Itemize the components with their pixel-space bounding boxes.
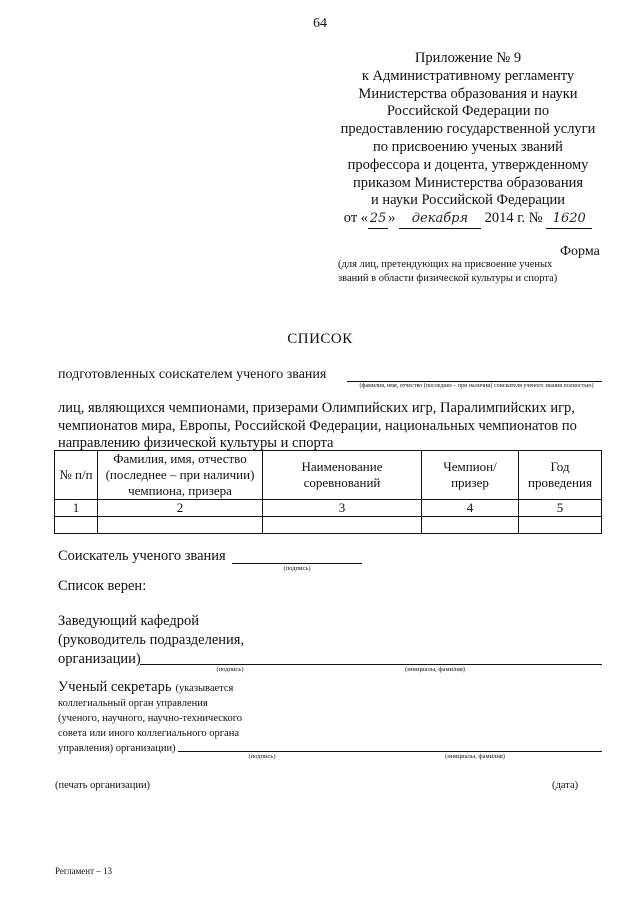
- description-line: лиц, являющихся чемпионами, призерами Олимпийских игр, Паралимпийских игр,: [58, 400, 575, 416]
- appendix-line: и науки Российской Федерации: [370, 192, 566, 209]
- appendix-line: Приложение № 9: [414, 50, 522, 66]
- date-prefix: от «: [343, 210, 369, 227]
- order-date-line: [318, 210, 618, 229]
- secretary-note: (ученого, научного, научно-технического: [58, 713, 243, 724]
- appendix-line: Российской Федерации по: [386, 103, 550, 120]
- column-number: 3: [263, 500, 422, 517]
- table-cell[interactable]: [55, 517, 98, 534]
- header-year: Год проведения: [519, 451, 602, 500]
- table-row: [55, 500, 602, 517]
- date-caption: (дата): [552, 780, 579, 791]
- secretary-note: управления) организации): [58, 743, 176, 754]
- header-champion-prize: Чемпион/ призер: [422, 451, 519, 500]
- appendix-line: предоставлению государственной услуги: [340, 121, 596, 138]
- head-line: организации): [58, 651, 141, 667]
- secretary-signature-caption: (подпись): [248, 753, 276, 760]
- description: [58, 400, 608, 453]
- applicant-label: Соискатель ученого звания: [58, 548, 226, 564]
- secretary-note: коллегиальный орган управления: [58, 698, 208, 709]
- head-initials-caption: (инициалы, фамилия): [405, 666, 465, 673]
- head-line: Заведующий кафедрой: [58, 613, 200, 629]
- table-cell[interactable]: [98, 517, 263, 534]
- order-day: 25: [368, 210, 388, 229]
- appendix-line: по присвоению ученых званий: [373, 138, 563, 155]
- secretary-note: совета или иного коллегиального органа: [58, 728, 240, 739]
- appendix-line: профессора и доцента, утвержденному: [347, 156, 589, 173]
- head-line: (руководитель подразделения,: [58, 632, 245, 648]
- appendix-header: [318, 50, 618, 229]
- header-competition: Наименование соревнований: [263, 451, 422, 500]
- table-row: [55, 517, 602, 534]
- secretary-note: (указывается: [175, 683, 234, 694]
- regulation-footer: Регламент – 13: [55, 866, 113, 876]
- column-number: 2: [98, 500, 263, 517]
- champions-table: [54, 450, 602, 534]
- column-number: 4: [422, 500, 519, 517]
- secretary-initials-caption: (инициалы, фамилия): [445, 753, 505, 760]
- prepared-by-row: [58, 367, 603, 383]
- page-number: 64: [313, 16, 327, 31]
- column-number: 1: [55, 500, 98, 517]
- applicant-name-field[interactable]: [347, 381, 602, 382]
- prepared-text: подготовленных соискателем ученого звания: [58, 367, 327, 382]
- head-signature-caption: (подпись): [216, 666, 244, 673]
- head-block: [58, 612, 244, 669]
- table-header-row: [55, 451, 602, 500]
- secretary-signature-field[interactable]: [178, 751, 602, 752]
- applicant-signature-field[interactable]: [232, 563, 362, 564]
- secretary-block: [58, 678, 298, 756]
- date-close: »: [388, 210, 396, 227]
- order-month: декабря: [399, 210, 481, 229]
- order-number: 1620: [546, 210, 592, 229]
- column-number: 5: [519, 500, 602, 517]
- secretary-title: Ученый секретарь: [58, 679, 172, 695]
- document-title: СПИСОК: [287, 331, 353, 347]
- table-cell[interactable]: [422, 517, 519, 534]
- table-cell[interactable]: [263, 517, 422, 534]
- signature-caption: (подпись): [283, 565, 311, 572]
- header-number: № п/п: [55, 451, 98, 500]
- order-year: 2014 г. №: [484, 210, 543, 227]
- table-cell[interactable]: [519, 517, 602, 534]
- form-label: Форма: [560, 244, 600, 259]
- prepared-caption: (фамилия, имя, отчество (последнее – при наличии) соискателя ученого звания полностью): [359, 383, 594, 389]
- appendix-line: приказом Министерства образования: [352, 174, 584, 191]
- applicability-note: (для лиц, претендующих на присвоение ученых званий в области физической культуры и спорта): [338, 259, 558, 284]
- description-line: чемпионатов мира, Европы, Российской Федерации, национальных чемпионатов по: [58, 417, 577, 434]
- appendix-line: Министерства образования и науки: [358, 85, 578, 102]
- header-full-name: Фамилия, имя, отчество (последнее – при наличии) чемпиона, призера: [98, 451, 263, 500]
- seal-caption: (печать организации): [55, 780, 151, 791]
- list-verified: Список верен:: [58, 578, 147, 594]
- appendix-line: к Административному регламенту: [361, 67, 575, 84]
- description-line: направлению физической культуры и спорта: [58, 435, 334, 451]
- head-signature-field[interactable]: [140, 664, 602, 665]
